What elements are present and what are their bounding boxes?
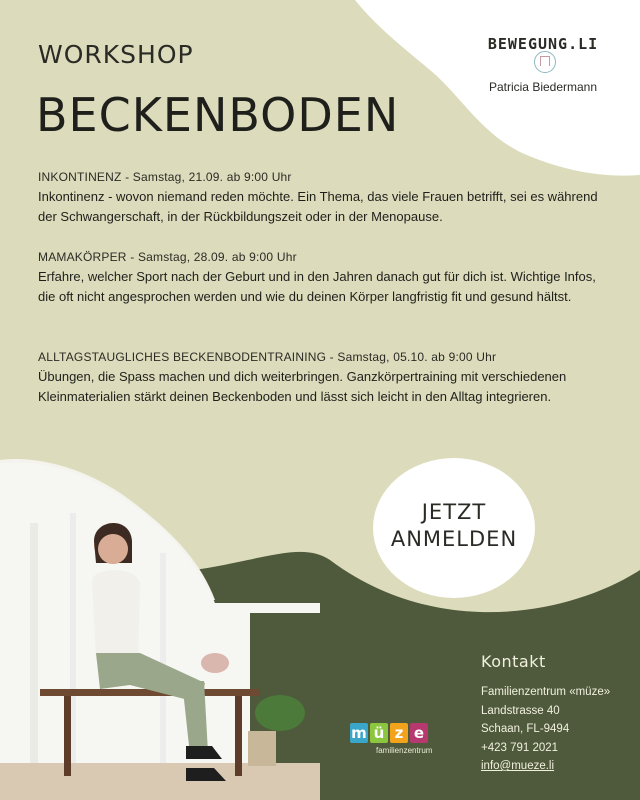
muze-letters <box>350 723 440 743</box>
register-button-line2: ANMELDEN <box>390 527 518 551</box>
muze-letter: z <box>390 723 408 743</box>
contact-street: Landstrasse 40 <box>481 704 560 717</box>
contact-city: Schaan, FL-9494 <box>481 723 570 735</box>
event-heading: MAMAKÖRPER - Samstag, 28.09. ab 9:00 Uhr <box>38 250 297 264</box>
contact-title: Kontakt <box>481 652 546 671</box>
muze-letter: ü <box>370 723 388 743</box>
contact-org: Familienzentrum «müze» <box>481 686 611 698</box>
photo-area <box>0 463 320 800</box>
photo-illustration <box>0 463 320 800</box>
brand-name: BEWEGUNG.LI <box>487 35 599 53</box>
contact-block <box>481 652 631 776</box>
event-item <box>38 169 608 227</box>
brand-block <box>478 34 608 94</box>
event-heading: ALLTAGSTAUGLICHES BECKENBODENTRAINING - Samstag, 05.10. ab 9:00 Uhr <box>38 350 497 364</box>
page-title: BECKENBODEN <box>36 88 400 142</box>
muze-letter: m <box>351 724 367 742</box>
contact-phone[interactable]: +423 791 2021 <box>481 741 559 754</box>
brand-logo-icon <box>534 51 556 73</box>
workshop-label: WORKSHOP <box>38 40 194 69</box>
muze-subtitle: familienzentrum <box>376 746 433 755</box>
event-description: Übungen, die Spass machen und dich weiterbringen. Ganzkörpertraining mit verschiedenen Kleinmaterialien stärkt deinen Beckenboden und lässt sich leicht in den Alltag integrieren. <box>38 369 567 404</box>
event-item <box>38 349 608 407</box>
event-item <box>38 249 608 307</box>
event-heading: INKONTINENZ - Samstag, 21.09. ab 9:00 Uhr <box>38 170 292 184</box>
muze-letter: e <box>410 723 428 743</box>
brand-logo-row <box>478 34 608 75</box>
event-description: Inkontinenz - wovon niemand reden möchte. Ein Thema, das viele Frauen betrifft, sei es während der Schwangerschaft, in der Rückbildungszeit oder in der Menopause. <box>38 189 598 224</box>
event-description: Erfahre, welcher Sport nach der Geburt und in den Jahren danach gut für dich ist. Wichtige Infos, die oft nicht angesprochen werden und wie du deinen Körper langfristig fit und gesund hältst. <box>38 269 596 304</box>
contact-email-link[interactable]: info@mueze.li <box>481 760 555 772</box>
muze-logo <box>350 723 440 755</box>
register-button-line1: JETZT <box>421 500 487 524</box>
register-button[interactable] <box>373 458 535 598</box>
brand-person: Patricia Biedermann <box>488 80 598 94</box>
